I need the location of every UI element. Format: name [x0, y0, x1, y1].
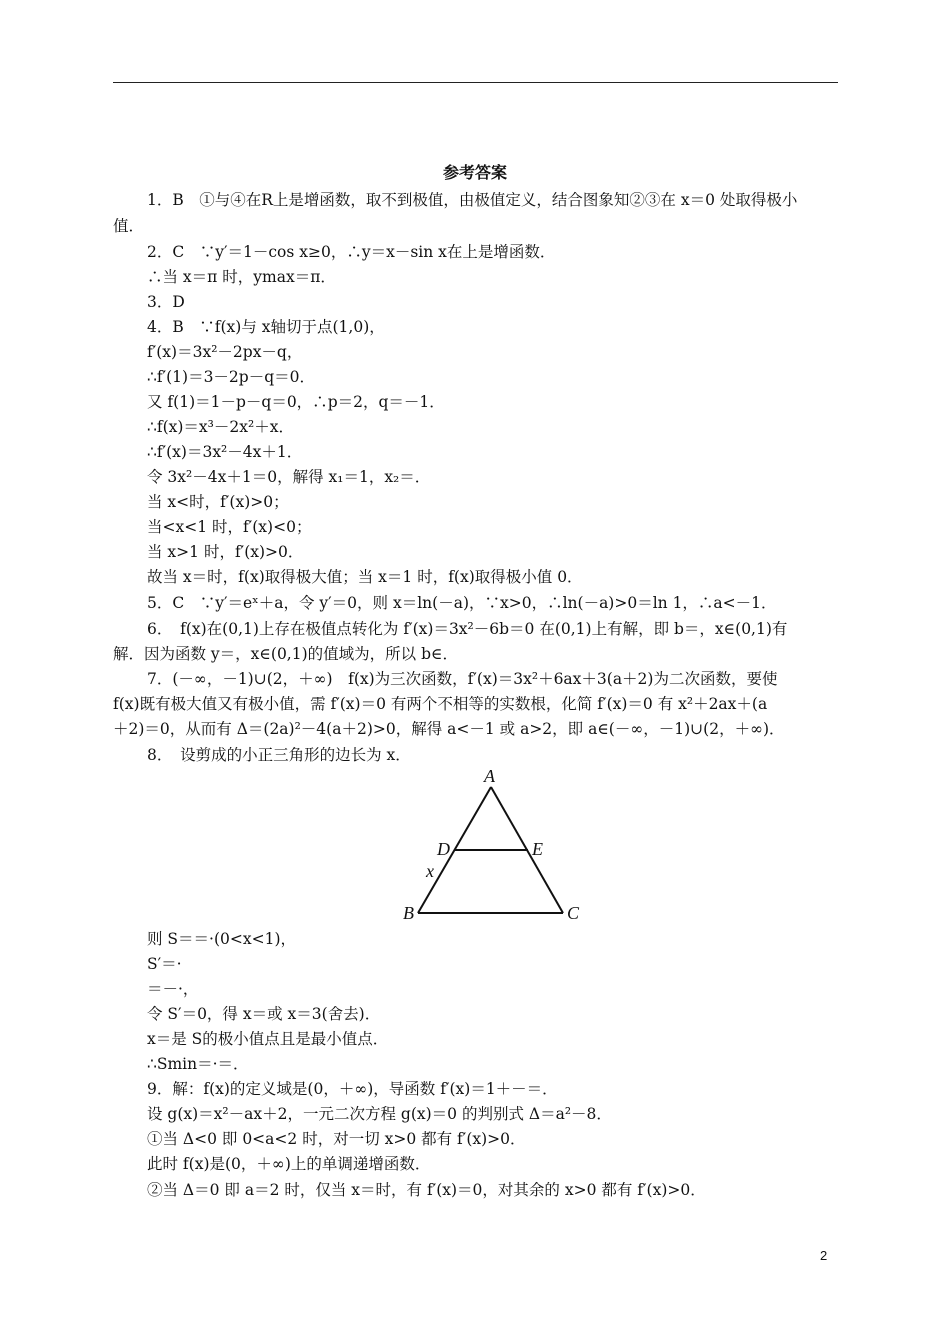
text-line: 1．B ①与④在R上是增函数，取不到极值，由极值定义，结合图象知②③在 x＝0 处取得极小: [147, 191, 798, 209]
text-line: 2．C ∵y′＝1－cos x≥0，∴y＝x－sin x在上是增函数．: [147, 243, 556, 261]
text-line: 5．C ∵y′＝eˣ＋a，令 y′＝0，则 x＝ln(－a)，∵x>0，∴ln(－a)>0＝ln 1，∴a<－1．: [147, 594, 777, 612]
label-x: x: [426, 861, 434, 881]
triangle-figure: [395, 763, 605, 928]
text-line: 又 f(1)＝1－p－q＝0，∴p＝2，q＝－1．: [147, 393, 445, 411]
text-line: ＋2)＝0，从而有 Δ＝(2a)²－4(a＋2)>0，解得 a<－1 或 a>2，即 a∈(－∞，－1)∪(2，＋∞)．: [113, 720, 785, 738]
text-line: 解．因为函数 y＝，x∈(0,1)的值域为，所以 b∈．: [113, 645, 458, 663]
text-line: 设 g(x)＝x²－ax＋2，一元二次方程 g(x)＝0 的判别式 Δ＝a²－8．: [147, 1105, 612, 1123]
text-line: ②当 Δ＝0 即 a＝2 时，仅当 x＝时，有 f′(x)＝0，对其余的 x>0 都有 f′(x)>0．: [147, 1181, 706, 1199]
text-line: f′(x)＝3x²－2px－q，: [147, 343, 303, 361]
page-title: 参考答案: [442, 163, 507, 182]
text-line: 当<x<1 时，f′(x)<0；: [147, 518, 312, 536]
text-line: x＝是 S的极小值点且是最小值点．: [147, 1030, 389, 1048]
text-line: 8． 设剪成的小正三角形的边长为 x．: [147, 746, 411, 764]
text-line: f(x)既有极大值又有极小值，需 f′(x)＝0 有两个不相等的实数根，化简 f′(x)＝0 有 x²＋2ax＋(a: [113, 695, 768, 713]
text-line: 当 x>1 时，f′(x)>0．: [147, 543, 304, 561]
text-line: ∴当 x＝π 时，ymax＝π．: [147, 268, 336, 286]
text-line: 则 S＝＝·(0<x<1)，: [147, 930, 297, 948]
text-line: ＝－·，: [147, 980, 199, 998]
text-line: 故当 x＝时，f(x)取得极大值；当 x＝1 时，f(x)取得极小值 0．: [147, 568, 583, 586]
text-line: 当 x<时，f′(x)>0；: [147, 493, 289, 511]
label-c: C: [567, 903, 580, 923]
text-line: ∴Smin＝·＝．: [147, 1055, 249, 1073]
text-line: 9．解：f(x)的定义域是(0，＋∞)，导函数 f′(x)＝1＋－＝．: [147, 1080, 558, 1098]
text-line: 3．D: [147, 293, 185, 311]
text-line: 4．B ∵f(x)与 x轴切于点(1,0)，: [147, 318, 385, 336]
text-line: ①当 Δ<0 即 0<a<2 时，对一切 x>0 都有 f′(x)>0．: [147, 1130, 526, 1148]
text-line: 7．(－∞，－1)∪(2，＋∞) f(x)为三次函数，f′(x)＝3x²＋6ax＋3(a＋2)为二次函数，要使: [147, 670, 778, 688]
text-line: 令 S′＝0，得 x＝或 x＝3(舍去)．: [147, 1005, 381, 1023]
text-line: 此时 f(x)是(0，＋∞)上的单调递增函数．: [147, 1155, 431, 1173]
label-e: E: [532, 839, 543, 859]
page-number: 2: [820, 1248, 828, 1263]
text-line: 值．: [113, 217, 145, 235]
text-line: 6． f(x)在(0,1)上存在极值点转化为 f′(x)＝3x²－6b＝0 在(0,1)上有解，即 b＝，x∈(0,1)有: [147, 620, 788, 638]
label-a: A: [484, 766, 495, 786]
header-rule: [113, 82, 838, 83]
text-line: ∴f′(x)＝3x²－4x＋1．: [147, 443, 303, 461]
label-d: D: [437, 839, 450, 859]
text-line: ∴f(x)＝x³－2x²＋x．: [147, 418, 294, 436]
label-b: B: [403, 903, 414, 923]
text-line: 令 3x²－4x＋1＝0，解得 x₁＝1，x₂＝．: [147, 468, 431, 486]
text-line: ∴f′(1)＝3－2p－q＝0．: [147, 368, 316, 386]
text-line: S′＝·: [147, 955, 182, 973]
